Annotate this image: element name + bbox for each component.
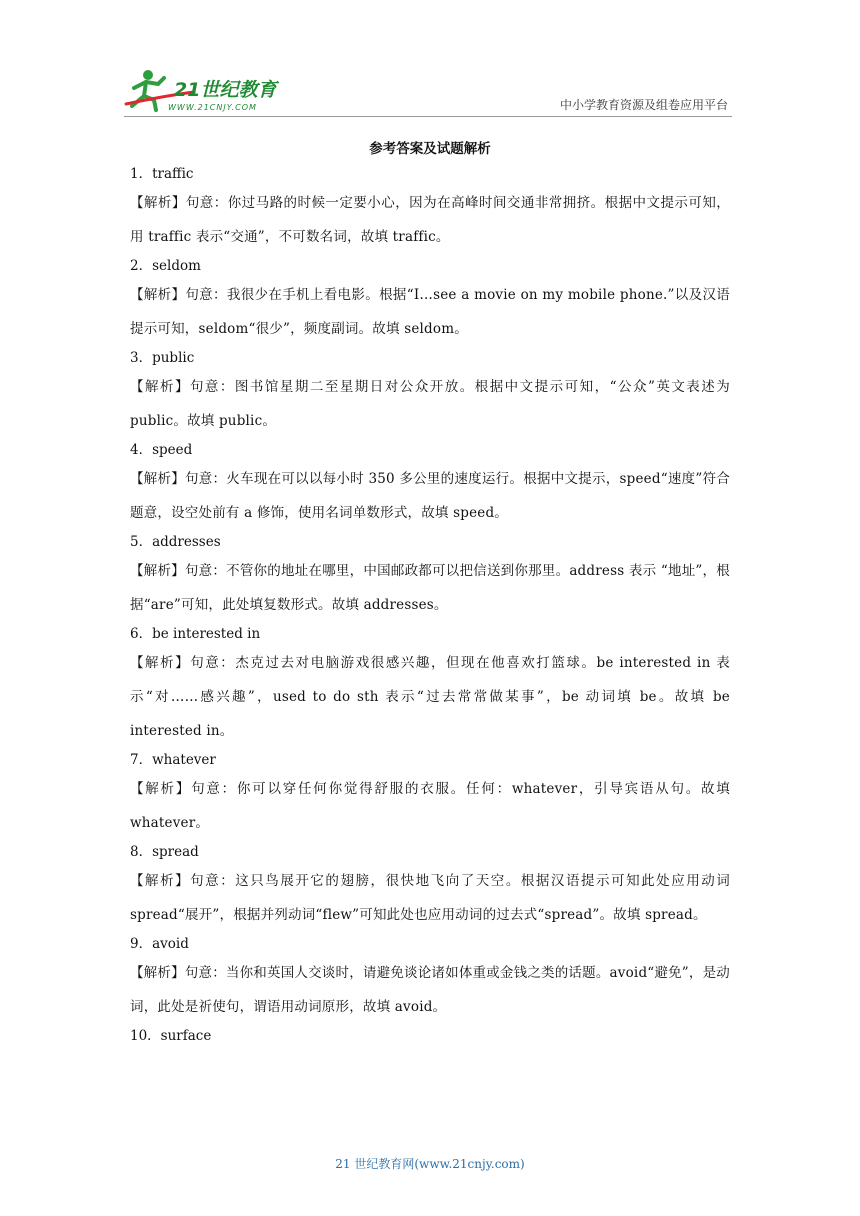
answer-explanation: 【解析】句意：图书馆星期二至星期日对公众开放。根据中文提示可知，“公众”英文表述为 public。故填 public。	[130, 379, 730, 429]
footer-site-link[interactable]: 21 世纪教育网(www.21cnjy.com)	[335, 1157, 525, 1171]
answer-item	[130, 1024, 730, 1048]
answer-item	[130, 622, 730, 748]
answer-item	[130, 932, 730, 1024]
answer-item	[130, 162, 730, 254]
answer-explanation: 【解析】句意：当你和英国人交谈时，请避免谈论诸如体重或金钱之类的话题。avoid“避免”，是动词，此处是祈使句，谓语用动词原形，故填 avoid。	[130, 965, 730, 1015]
answer-explanation: 【解析】句意：我很少在手机上看电影。根据“I…see a movie on my mobile phone.”以及汉语提示可知，seldom“很少”，频度副词。故填 seldom。	[130, 287, 730, 337]
answer-key: 4．speed	[130, 442, 193, 458]
answer-explanation: 【解析】句意：你过马路的时候一定要小心，因为在高峰时间交通非常拥挤。根据中文提示可知，用 traffic 表示“交通”，不可数名词，故填 traffic。	[130, 195, 730, 245]
answer-item	[130, 346, 730, 438]
answer-explanation: 【解析】句意：不管你的地址在哪里，中国邮政都可以把信送到你那里。address 表示 “地址”，根据“are”可知，此处填复数形式。故填 addresses。	[130, 563, 730, 613]
answer-explanation: 【解析】句意：这只鸟展开它的翅膀，很快地飞向了天空。根据汉语提示可知此处应用动词 spread“展开”，根据并列动词“flew”可知此处也应用动词的过去式“spread”。故填 spread。	[130, 873, 730, 923]
answer-item	[130, 530, 730, 622]
answer-key: 6．be interested in	[130, 626, 261, 642]
answer-item	[130, 748, 730, 840]
answer-key: 5．addresses	[130, 534, 221, 550]
answer-key: 7．whatever	[130, 752, 216, 768]
answer-item	[130, 438, 730, 530]
answer-item	[130, 840, 730, 932]
answer-key: 9．avoid	[130, 936, 189, 952]
header-divider	[124, 116, 732, 117]
answer-item	[130, 254, 730, 346]
header-platform-label: 中小学教育资源及组卷应用平台	[559, 98, 728, 112]
answer-key: 3．public	[130, 350, 195, 366]
answer-key: 2．seldom	[130, 258, 201, 274]
answer-explanation: 【解析】句意：杰克过去对电脑游戏很感兴趣，但现在他喜欢打篮球。be interested in 表示“对……感兴趣”，used to do sth 表示“过去常常做某事”，be 动词填 be。故填 be interested in。	[130, 655, 730, 739]
site-logo	[124, 66, 294, 114]
page-header	[124, 66, 732, 116]
logo-text: 21世纪教育	[174, 79, 277, 101]
answer-explanation: 【解析】句意：火车现在可以以每小时 350 多公里的速度运行。根据中文提示，speed“速度”符合题意，设空处前有 a 修饰，使用名词单数形式，故填 speed。	[130, 471, 730, 521]
logo-url: WWW.21CNJY.COM	[168, 103, 257, 112]
answer-list	[130, 162, 730, 1048]
answer-key: 10．surface	[130, 1028, 212, 1044]
page-title: 参考答案及试题解析	[369, 141, 491, 157]
answer-key: 8．spread	[130, 844, 199, 860]
answer-explanation: 【解析】句意：你可以穿任何你觉得舒服的衣服。任何：whatever，引导宾语从句。故填 whatever。	[130, 781, 730, 831]
answer-key: 1．traffic	[130, 166, 194, 182]
